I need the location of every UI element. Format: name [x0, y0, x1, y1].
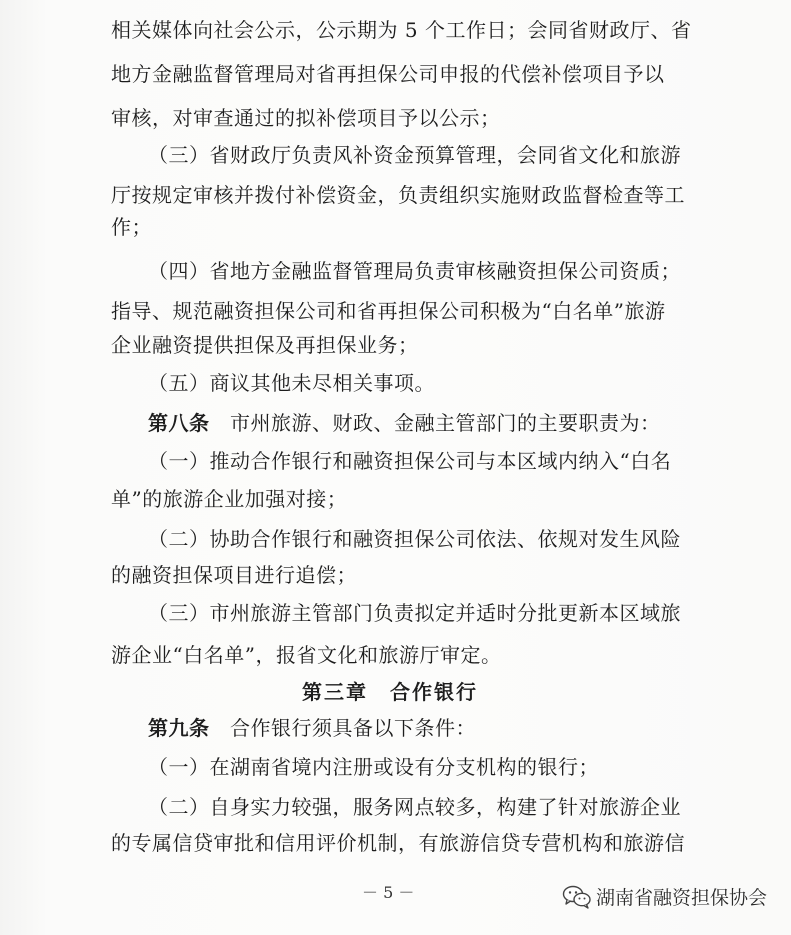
text-line: 游企业“白名单”，报省文化和旅游厅审定。 [111, 643, 502, 667]
text-line: （二）协助合作银行和融资担保公司依法、依规对发生风险 [148, 527, 681, 551]
article-label: 第九条 [148, 716, 210, 740]
page-number: － 5 － [362, 883, 415, 902]
text-line: 指导、规范融资担保公司和省再担保公司积极为“白名单”旅游 [111, 299, 666, 323]
text-line: 相关媒体向社会公示，公示期为 5 个工作日；会同省财政厅、省 [111, 18, 692, 42]
text-line: 作； [111, 215, 152, 239]
wechat-icon [562, 884, 592, 910]
article-9-line [148, 714, 476, 742]
text-line: 的专属信贷审批和信用评价机制，有旅游信贷专营机构和旅游信 [111, 831, 685, 855]
text-line: 审核，对审查通过的拟补偿项目予以公示； [111, 106, 501, 130]
text-line: （一）在湖南省境内注册或设有分支机构的银行； [148, 755, 599, 779]
text-line: （三）省财政厅负责风补资金预算管理，会同省文化和旅游 [148, 143, 681, 167]
text-line: （三）市州旅游主管部门负责拟定并适时分批更新本区域旅 [148, 601, 681, 625]
text-line: 的融资担保项目进行追偿； [111, 563, 357, 587]
article-8-line [148, 409, 661, 437]
text-line: 市州旅游、财政、金融主管部门的主要职责为： [230, 411, 661, 435]
text-line: （四）省地方金融监督管理局负责审核融资担保公司资质； [148, 259, 681, 283]
text-line: 单”的旅游企业加强对接； [111, 487, 348, 511]
text-line: （一）推动合作银行和融资担保公司与本区域内纳入“白名 [148, 449, 672, 473]
text-line: 厅按规定审核并拨付补偿资金，负责组织实施财政监督检查等工 [111, 183, 685, 207]
article-label: 第八条 [148, 411, 210, 435]
text-line: 地方金融监督管理局对省再担保公司申报的代偿补偿项目予以 [111, 62, 665, 86]
watermark [562, 883, 767, 910]
text-line: （二）自身实力较强，服务网点较多，构建了针对旅游企业 [148, 795, 681, 819]
chapter-heading: 第三章 合作银行 [302, 680, 478, 704]
text-line: 合作银行须具备以下条件： [230, 716, 476, 740]
text-line: （五）商议其他未尽相关事项。 [148, 371, 435, 395]
watermark-text: 湖南省融资担保协会 [596, 887, 768, 909]
text-line: 企业融资提供担保及再担保业务； [111, 333, 419, 357]
